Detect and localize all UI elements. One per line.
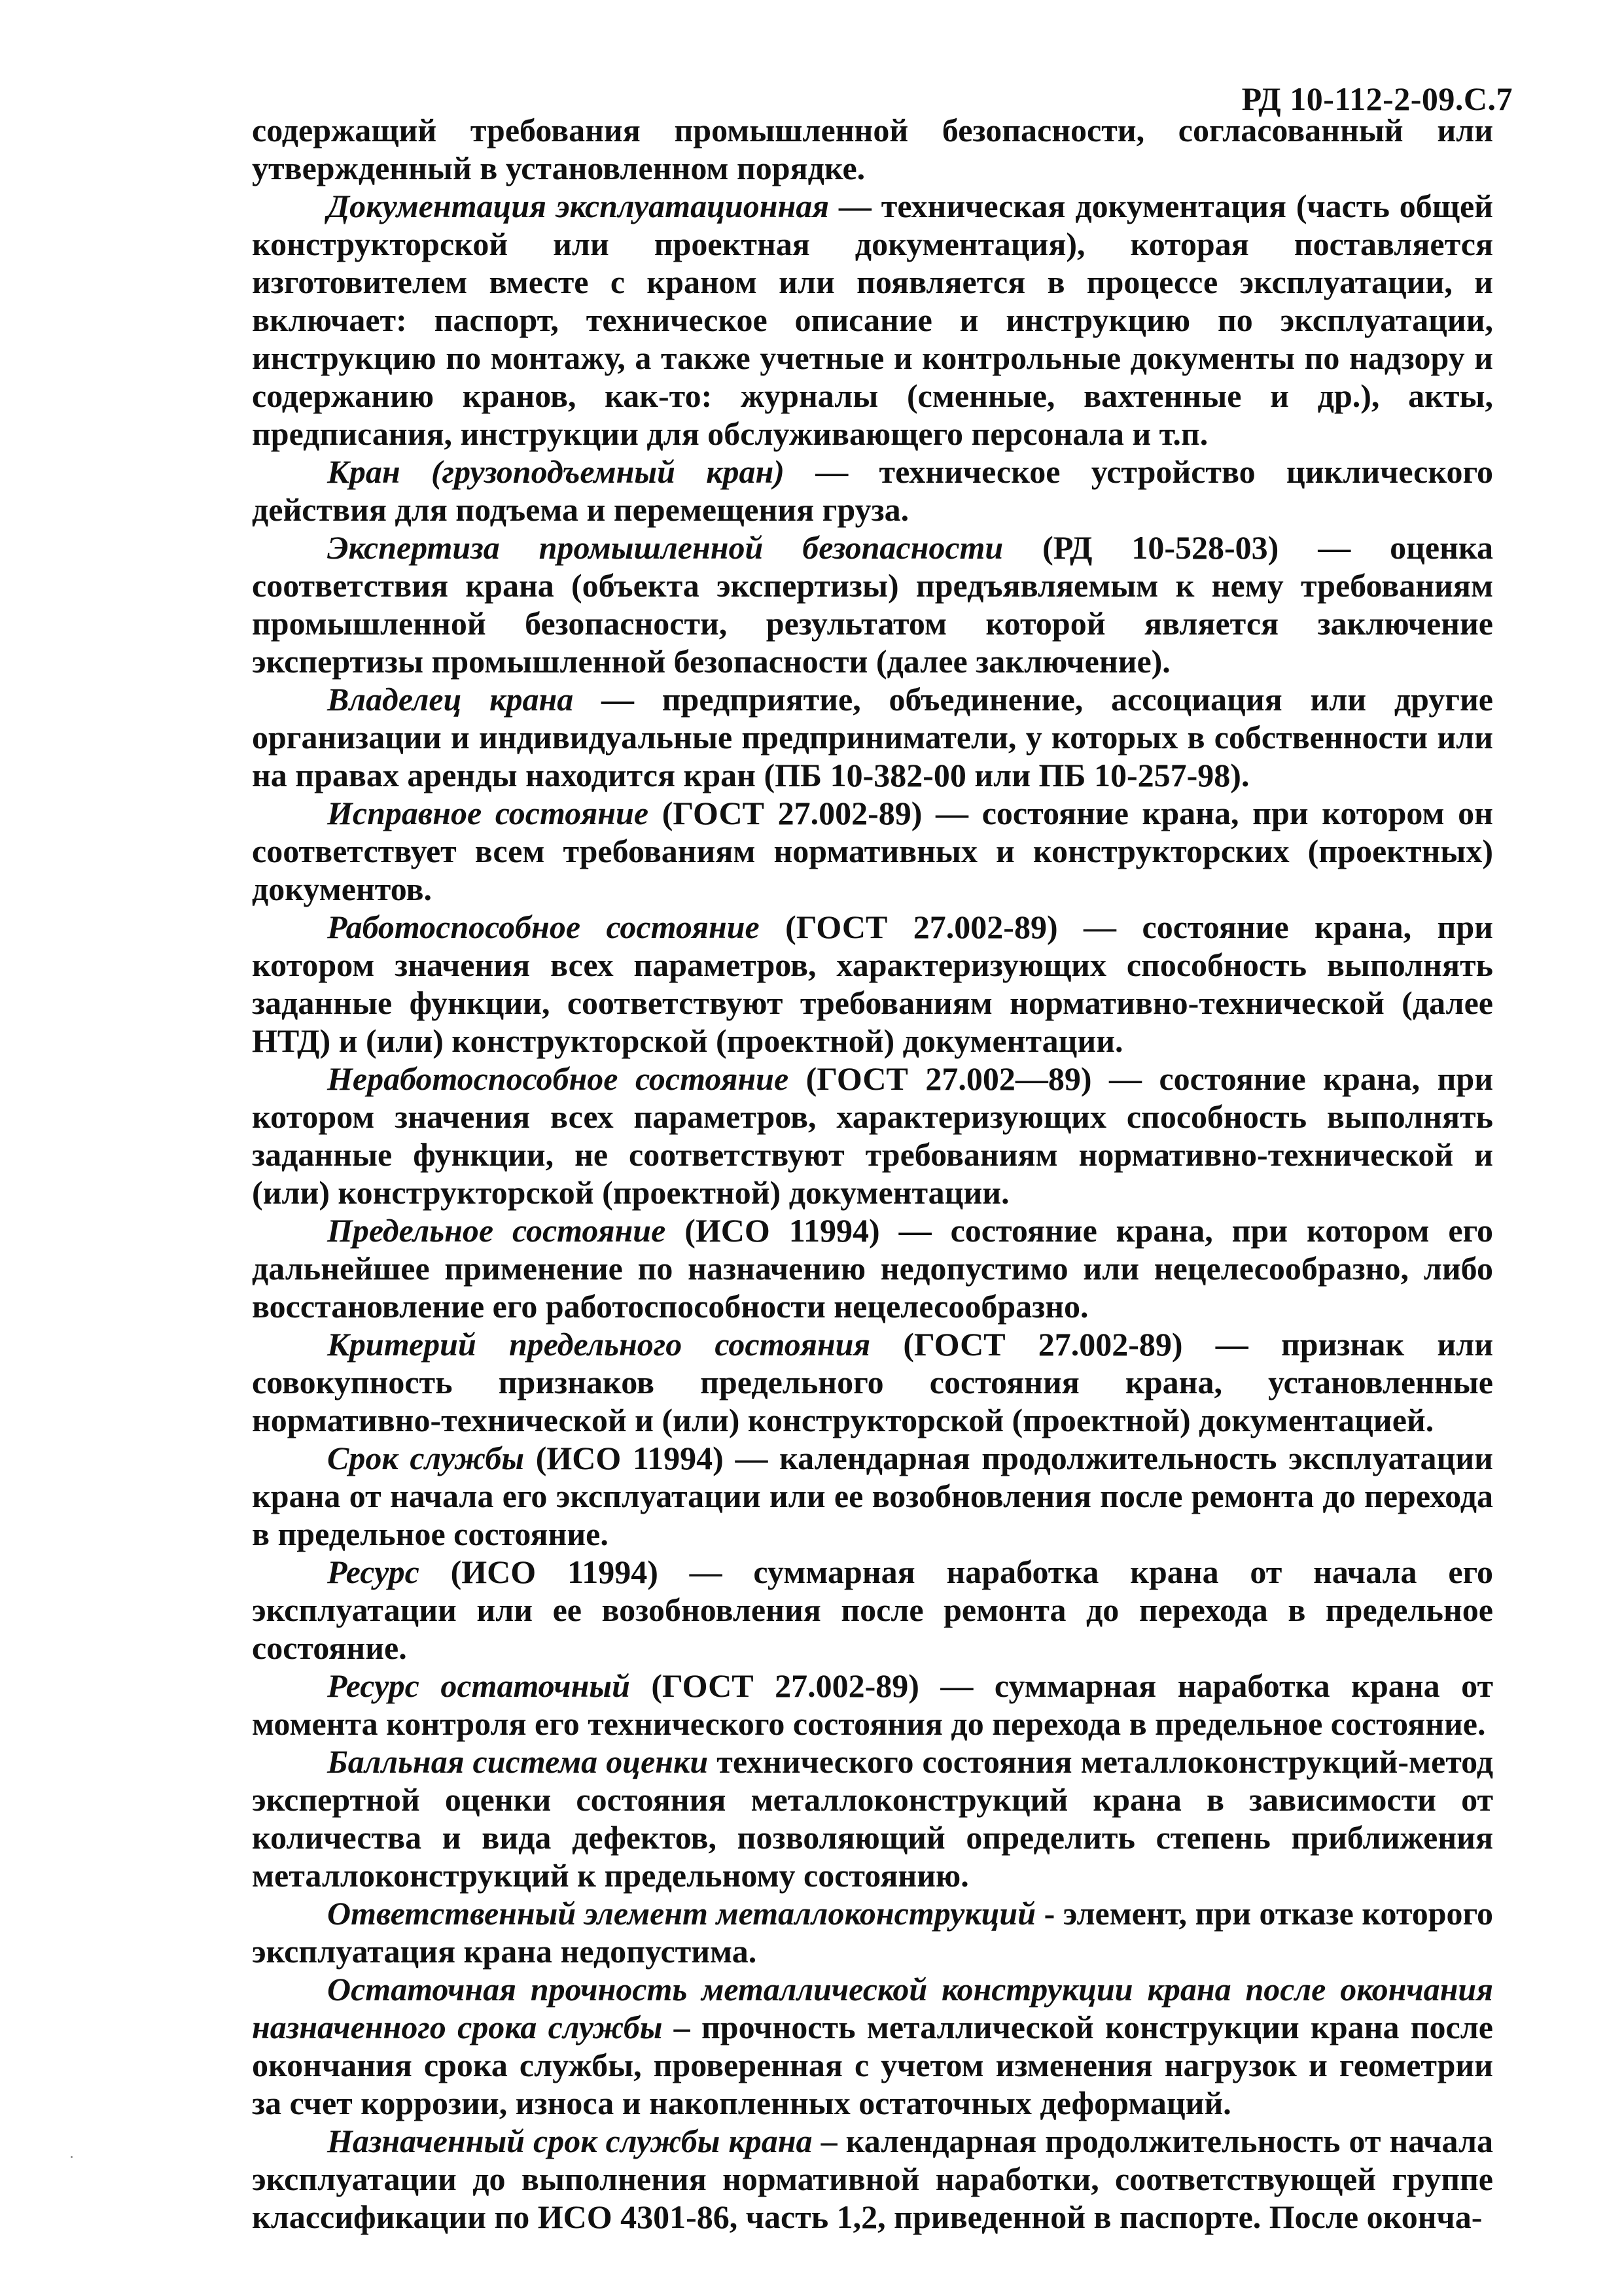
- paragraph-term: Срок службы: [327, 1440, 525, 1476]
- definition-inoperable-state: [252, 1060, 1493, 1211]
- definition-operational-documentation: [252, 187, 1493, 453]
- paragraph-text: – календарная продолжительность от начала эксплуатации до выполнения нормативной наработки, соответствующей группе классификации по ИСО 4301-86, часть 1,2, приведенной в паспорте. После оконча-: [252, 2123, 1493, 2235]
- paragraph-text: (ИСО 11994) — календарная продолжительность эксплуатации крана от начала его эксплуатации или ее возобновления после ремонта до перехода в предельное состояние.: [252, 1440, 1493, 1552]
- paragraph-text: технического состояния металлоконструкций-метод экспертной оценки состояния металлоконструкций крана в зависимости от количества и вида дефектов, позволяющий определить степень приближения металлоконструкций к предельному состоянию.: [252, 1743, 1493, 1894]
- paragraph-term: Работоспособное состояние: [327, 909, 760, 945]
- paragraph-text: (ИСО 11994) — состояние крана, при котором его дальнейшее применение по назначению недопустимо или нецелесообразно, либо восстановление его работоспособности нецелесообразно.: [252, 1212, 1494, 1325]
- paragraph-term: Документация эксплуатационная: [327, 188, 829, 224]
- paragraph-text: – прочность металлической конструкции крана после окончания срока службы, проверенная с учетом изменения нагрузок и геометрии за счет коррозии, износа и накопленных остаточных деформаций.: [252, 2009, 1493, 2121]
- paragraph-text: (ГОСТ 27.002-89) — состояние крана, при котором он соответствует всем требованиям нормативных и конструкторских (проектных) документов.: [252, 795, 1493, 907]
- paragraph-term: Ресурс: [327, 1554, 419, 1590]
- definition-operable-state: [252, 908, 1493, 1060]
- definition-crane-owner: [252, 680, 1493, 794]
- definition-residual-strength: [252, 1970, 1493, 2122]
- paragraph-text: (РД 10-528-03) — оценка соответствия крана (объекта экспертизы) предъявляемым к нему требованиям промышленной безопасности, результатом которой является заключение экспертизы промышленной безопасности (далее заключение).: [252, 529, 1493, 680]
- paragraph-text: (ИСО 11994) — суммарная наработка крана от начала его эксплуатации или ее возобновления после ремонта до перехода в предельное состояние.: [252, 1554, 1493, 1666]
- paragraph-text: - элемент, при отказе которого эксплуатация крана недопустима.: [252, 1895, 1493, 1970]
- paragraph-text: (ГОСТ 27.002-89) — суммарная наработка крана от момента контроля его технического состояния до перехода в предельное состояние.: [252, 1667, 1494, 1742]
- paragraph-text: (ГОСТ 27.002-89) — состояние крана, при котором значения всех параметров, характеризующих способность выполнять заданные функции, соответствуют требованиям нормативно-технической (далее НТД) и (или) конструкторской (проектной) документации.: [252, 909, 1493, 1059]
- paragraph-term: Назначенный срок службы крана: [327, 2123, 813, 2159]
- paragraph-term: Ответственный элемент металлоконструкций: [327, 1895, 1036, 1932]
- paragraph-term: Кран (грузоподъемный кран): [327, 453, 785, 490]
- paragraph-term: Ресурс остаточный: [327, 1667, 630, 1704]
- definition-limit-state: [252, 1211, 1493, 1325]
- definition-crane: [252, 453, 1493, 529]
- paragraph-term: Балльная система оценки: [327, 1743, 709, 1780]
- paragraph-text: — техническое устройство циклического действия для подъема и перемещения груза.: [252, 453, 1493, 528]
- definition-resource: [252, 1553, 1493, 1667]
- paragraph-term: Исправное состояние: [327, 795, 649, 831]
- definition-residual-resource: [252, 1667, 1493, 1743]
- paragraph-term: Остаточная прочность металлической конструкции крана после окончания назначенного срока службы: [252, 1971, 1493, 2045]
- document-reference-header: РД 10-112-2-09.С.7: [1241, 80, 1513, 117]
- paragraph-term: Владелец крана: [327, 681, 574, 718]
- paragraph-text: (ГОСТ 27.002—89) — состояние крана, при котором значения всех параметров, характеризующих способность выполнять заданные функции, не соответствуют требованиям нормативно-технической и (или) конструкторской (проектной) документации.: [252, 1060, 1494, 1211]
- definition-point-scoring-system: [252, 1743, 1493, 1894]
- paragraph-text: — техническая документация (часть общей конструкторской или проектная документация), которая поставляется изготовителем вместе с краном или появляется в процессе эксплуатации, и включает: паспорт, техническое описание и инструкцию по эксплуатации, инструкцию по монтажу, а также учетные и контрольные документы по надзору и содержанию кранов, как-то: журналы (сменные, вахтенные и др.), акты, предписания, инструкции для обслуживающего персонала и т.п.: [252, 188, 1493, 452]
- definition-safety-expertise: [252, 529, 1493, 680]
- document-body: [252, 111, 1493, 2236]
- scan-speck: [71, 2156, 73, 2158]
- definition-limit-state-criterion: [252, 1325, 1493, 1439]
- definition-service-life: [252, 1439, 1493, 1553]
- paragraph-term: Экспертиза промышленной безопасности: [327, 529, 1004, 566]
- paragraph-term: Неработоспособное состояние: [327, 1060, 789, 1097]
- paragraph-term: Критерий предельного состояния: [327, 1326, 871, 1363]
- paragraph-continuation: [252, 111, 1493, 187]
- definition-assigned-service-life: [252, 2122, 1493, 2236]
- definition-serviceable-state: [252, 794, 1493, 908]
- paragraph-text: содержащий требования промышленной безопасности, согласованный или утвержденный в установленном порядке.: [252, 112, 1493, 186]
- paragraph-term: Предельное состояние: [327, 1212, 666, 1249]
- paragraph-text: (ГОСТ 27.002-89) — признак или совокупность признаков предельного состояния крана, установленные нормативно-технической и (или) конструкторской (проектной) документацией.: [252, 1326, 1493, 1438]
- paragraph-text: — предприятие, объединение, ассоциация или другие организации и индивидуальные предприниматели, у которых в собственности или на правах аренды находится кран (ПБ 10-382-00 или ПБ 10-257-98).: [252, 681, 1493, 793]
- definition-critical-element: [252, 1894, 1493, 1970]
